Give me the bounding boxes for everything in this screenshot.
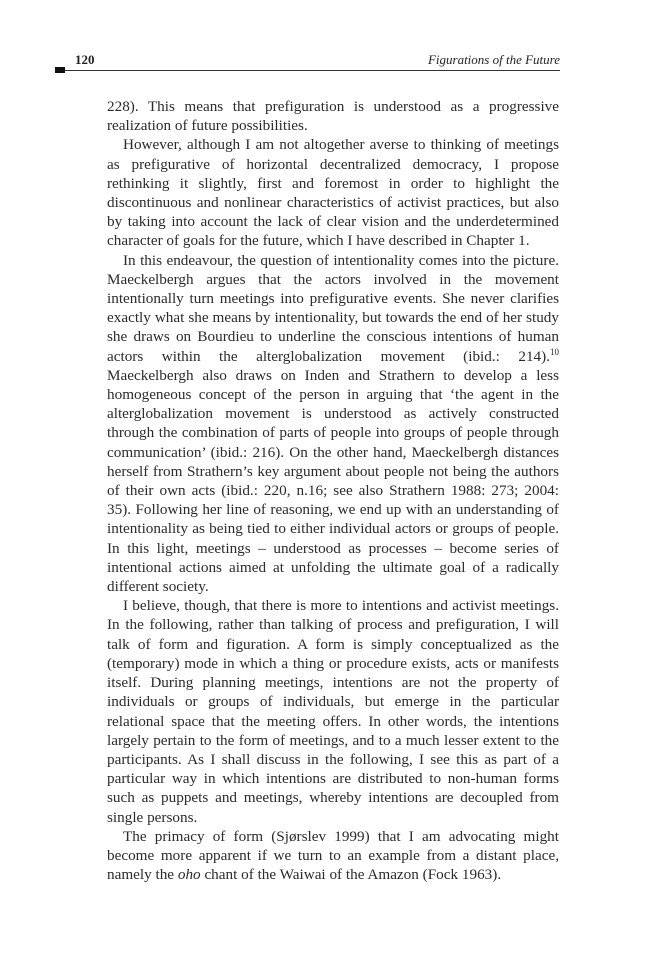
paragraph-5 [107, 827, 559, 885]
header-rule [65, 70, 560, 71]
page-number: 120 [75, 52, 95, 67]
paragraph-5-text-before-italic: The primacy of form (Sjørslev 1999) that I am advocating might become more apparent if we turn to an example from a distant place, namely the [107, 827, 559, 884]
paragraph-2: However, although I am not altogether averse to thinking of meetings as prefigurative of horizontal decentralized democracy, I propose rethinking it slightly, first and foremost in order to highlight the discontinuous and nonlinear characteristics of activist practices, but also by taking into account the lack of clear vision and the underdetermined character of goals for the future, which I have described in Chapter 1. [107, 136, 559, 250]
footnote-reference: 10 [550, 346, 559, 357]
paragraph-3-text-after-note: Maeckelbergh also draws on Inden and Strathern to develop a less homogeneous concept of the person in arguing that ‘the agent in the alterglobalization movement is understood as actively constructed through the combination of parts of people into groups of people through communication’ (ibid.: 216). On the other hand, Maeckelbergh distances herself from Strathern’s key argument about people not being the authors of their own acts (ibid.: 220, n.16; see also Strathern 1988: 273; 2004: 35). Following her line of reasoning, we end up with an understanding of intentionality as being tied to either individual actors or groups of people. In this light, meetings – understood as processes – become series of intentional actions aimed at unfolding the ultimate goal of a radically different society. [107, 366, 559, 596]
paragraph-1: 228). This means that prefiguration is understood as a progressive realization of future possibilities. [107, 98, 559, 135]
paragraph-4: I believe, though, that there is more to intentions and activist meetings. In the following, rather than talking of process and prefiguration, I will talk of form and figuration. A form is simply conceptualized as the (temporary) mode in which a thing or procedure exists, acts or manifests itself. During planning meetings, intentions are not the property of individuals or groups of individuals, but emerge in the particular relational space that the meeting offers. In other words, the intentions largely pertain to the form of meetings, and to a much lesser extent to the participants. As I shall discuss in the following, I see this as part of a particular way in which intentions are distributed to non-human forms such as puppets and meetings, whereby intentions are decoupled from single persons. [107, 597, 559, 826]
italic-term-oho: oho [177, 866, 201, 884]
paragraph-3 [107, 251, 559, 597]
running-head: Figurations of the Future [427, 52, 560, 67]
body-text [107, 97, 559, 884]
paragraph-5-text-after-italic: chant of the Waiwai of the Amazon (Fock 1963). [200, 866, 502, 884]
paragraph-3-text-before-note: In this endeavour, the question of intentionality comes into the picture. Maeckelbergh argues that the actors involved in the movement intentionally turn meetings into prefigurative events. She never clarifies exactly what she means by intentionality, but towards the end of her study she draws on Bourdieu to underline the conscious intentions of human actors within the alterglobalization movement (ibid.: 214). [107, 251, 559, 365]
header-rule-marker [55, 67, 65, 73]
page-header [55, 48, 560, 72]
